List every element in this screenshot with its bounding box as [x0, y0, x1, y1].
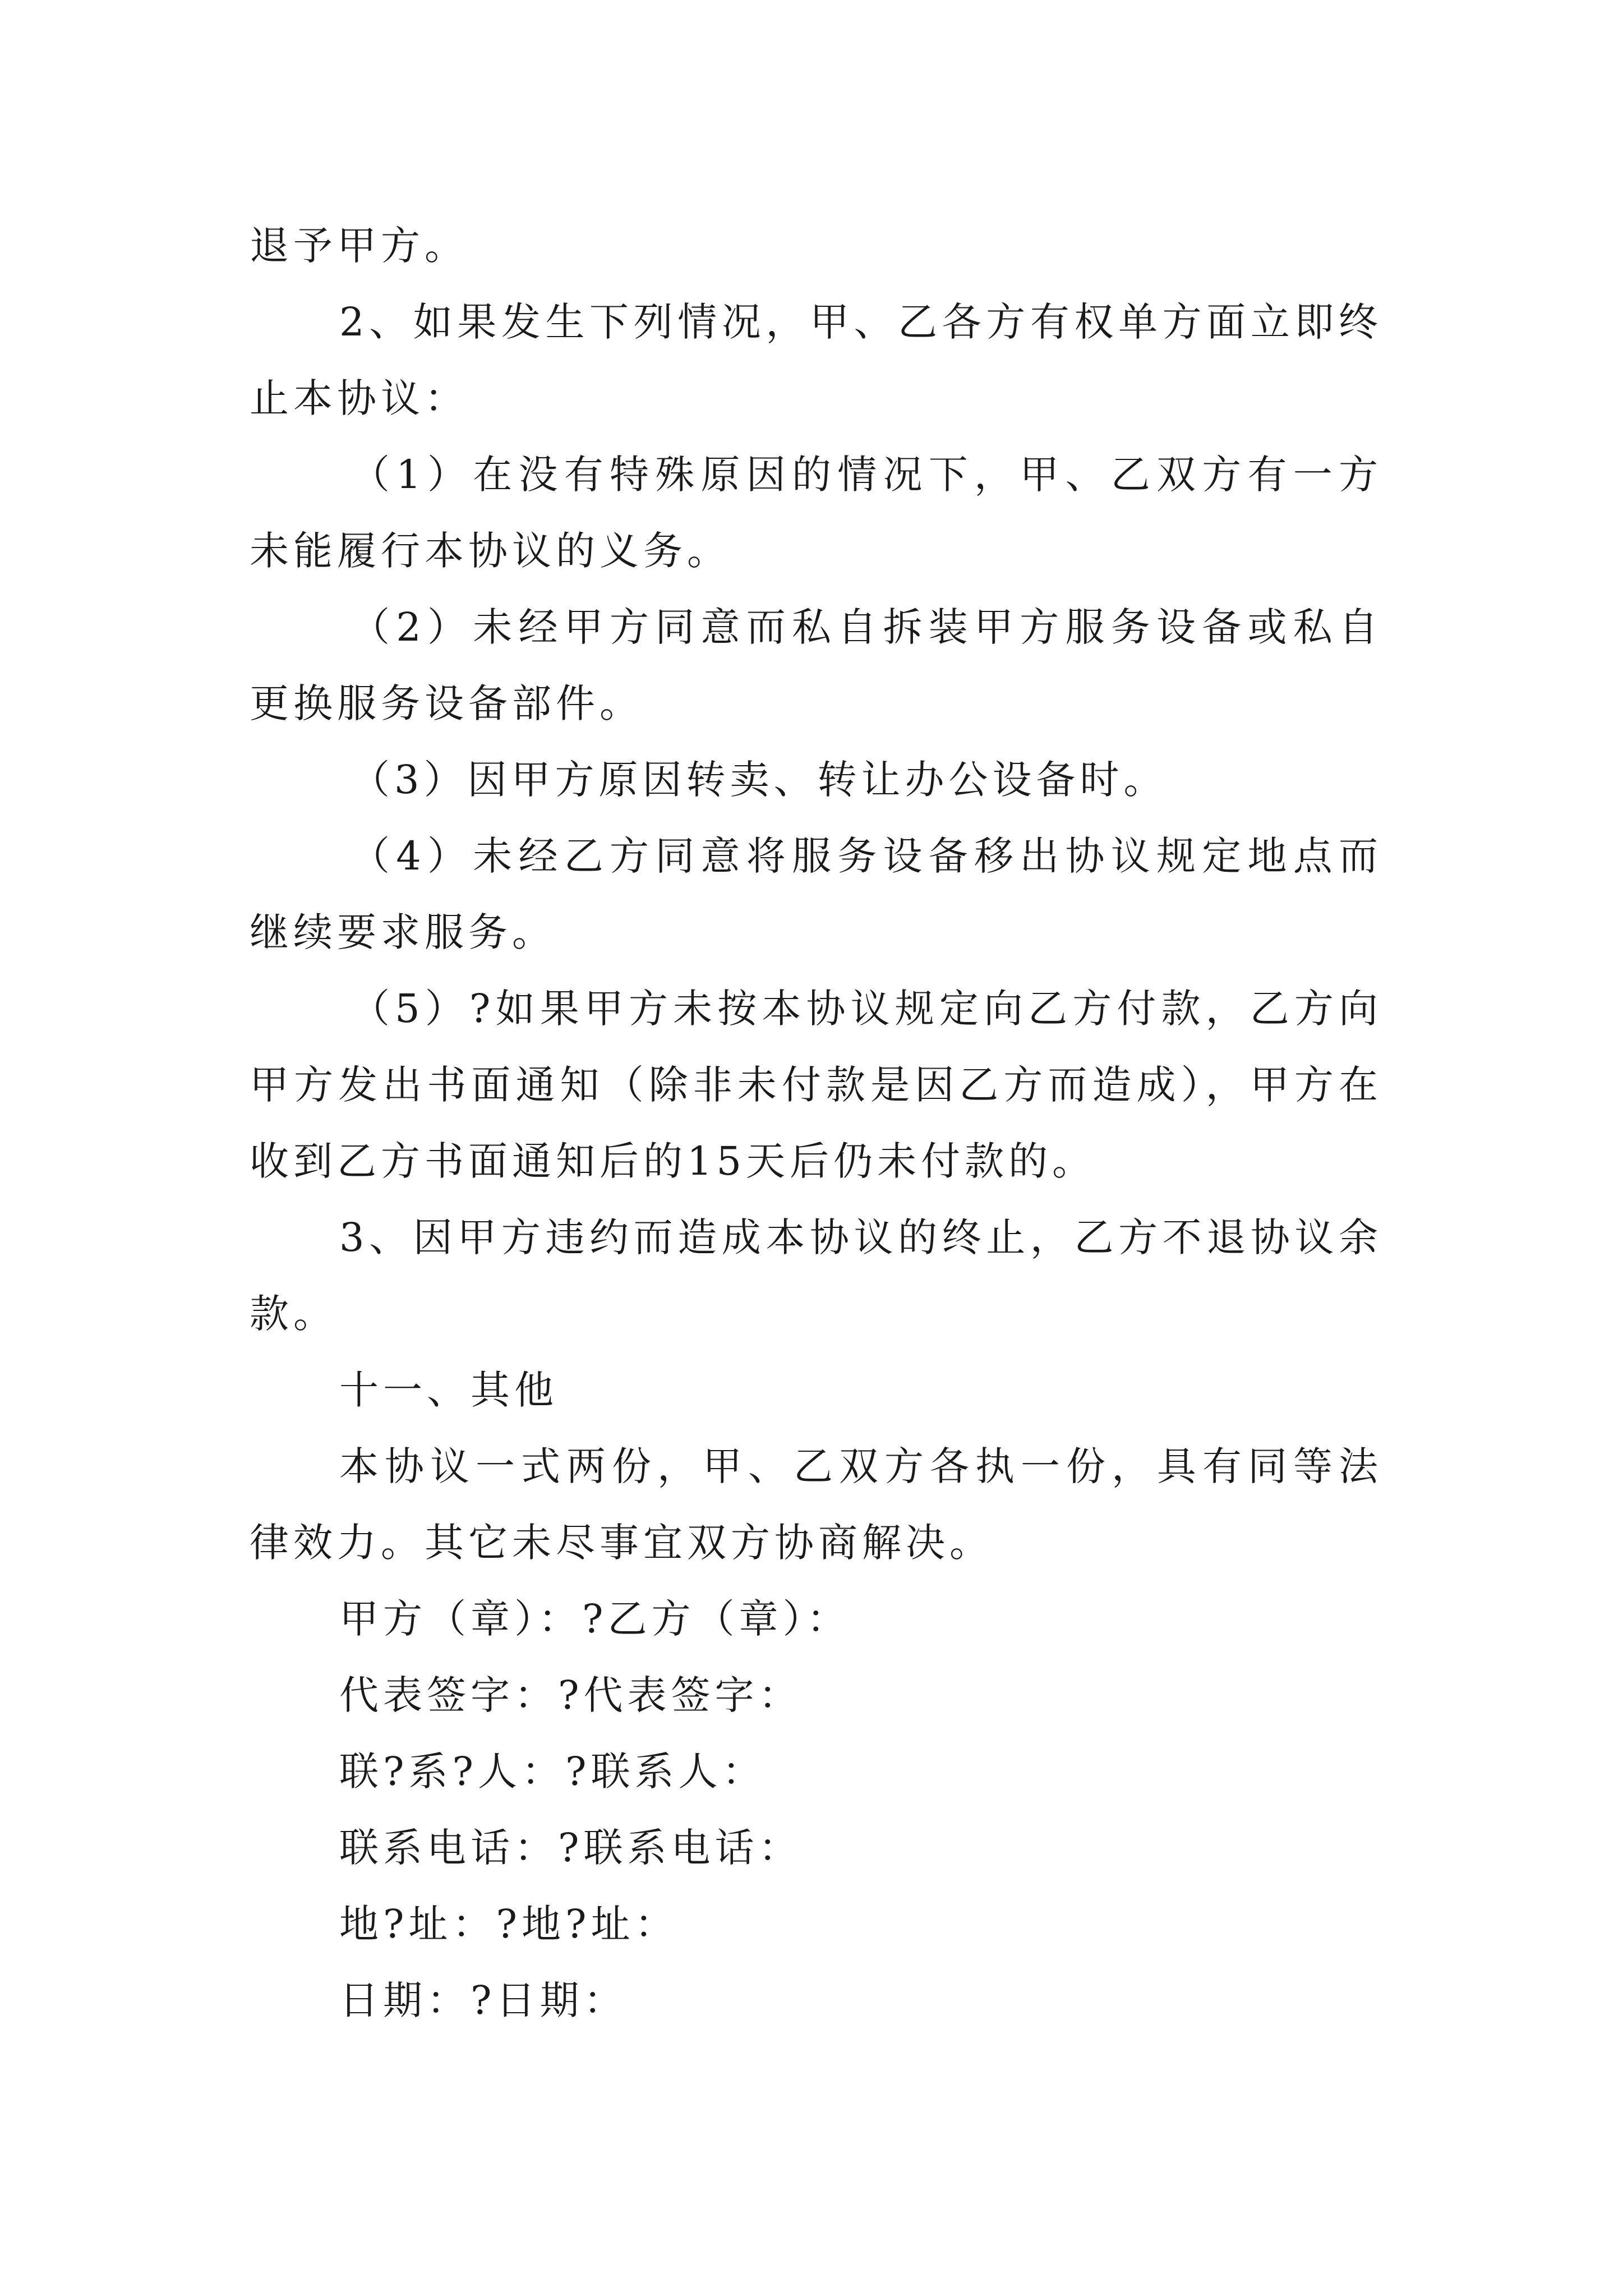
signature-address-line: 地?址：?地?址： — [339, 1901, 679, 1947]
clause-2: 2、如果发生下列情况，甲、乙各方有权单方面立即终止本协议： — [250, 299, 1382, 421]
clause-2-item-2: （2）未经甲方同意而私自拆装甲方服务设备或私自更换服务设备部件。 — [250, 604, 1382, 726]
document-body — [250, 208, 1382, 2039]
clause-3: 3、因甲方违约而造成本协议的终止，乙方不退协议余款。 — [250, 1214, 1382, 1337]
paragraph-continuation: 退予甲方。 — [250, 223, 468, 269]
signature-contact-line: 联?系?人：?联系人： — [339, 1749, 766, 1795]
signature-block — [250, 1581, 1382, 2039]
section-heading-other: 十一、其他 — [339, 1367, 558, 1413]
clause-2-item-4: （4）未经乙方同意将服务设备移出协议规定地点而继续要求服务。 — [250, 833, 1382, 955]
clause-2-item-3: （3）因甲方原因转卖、转让办公设备时。 — [351, 757, 1168, 803]
clause-2-item-1: （1）在没有特殊原因的情况下，甲、乙双方有一方未能履行本协议的义务。 — [250, 452, 1382, 574]
signature-party-line: 甲方（章）：?乙方（章）： — [339, 1596, 851, 1642]
signature-rep-line: 代表签字：?代表签字： — [339, 1672, 803, 1718]
clause-2-item-5: （5）?如果甲方未按本协议规定向乙方付款，乙方向甲方发出书面通知（除非未付款是因乙方而造成），甲方在收到乙方书面通知后的15天后仍未付款的。 — [250, 986, 1382, 1184]
closing-paragraph: 本协议一式两份，甲、乙双方各执一份，具有同等法律效力。其它未尽事宜双方协商解决。 — [250, 1443, 1382, 1566]
signature-phone-line: 联系电话：?联系电话： — [339, 1825, 803, 1871]
signature-date-line: 日期：?日期： — [339, 1977, 628, 2023]
